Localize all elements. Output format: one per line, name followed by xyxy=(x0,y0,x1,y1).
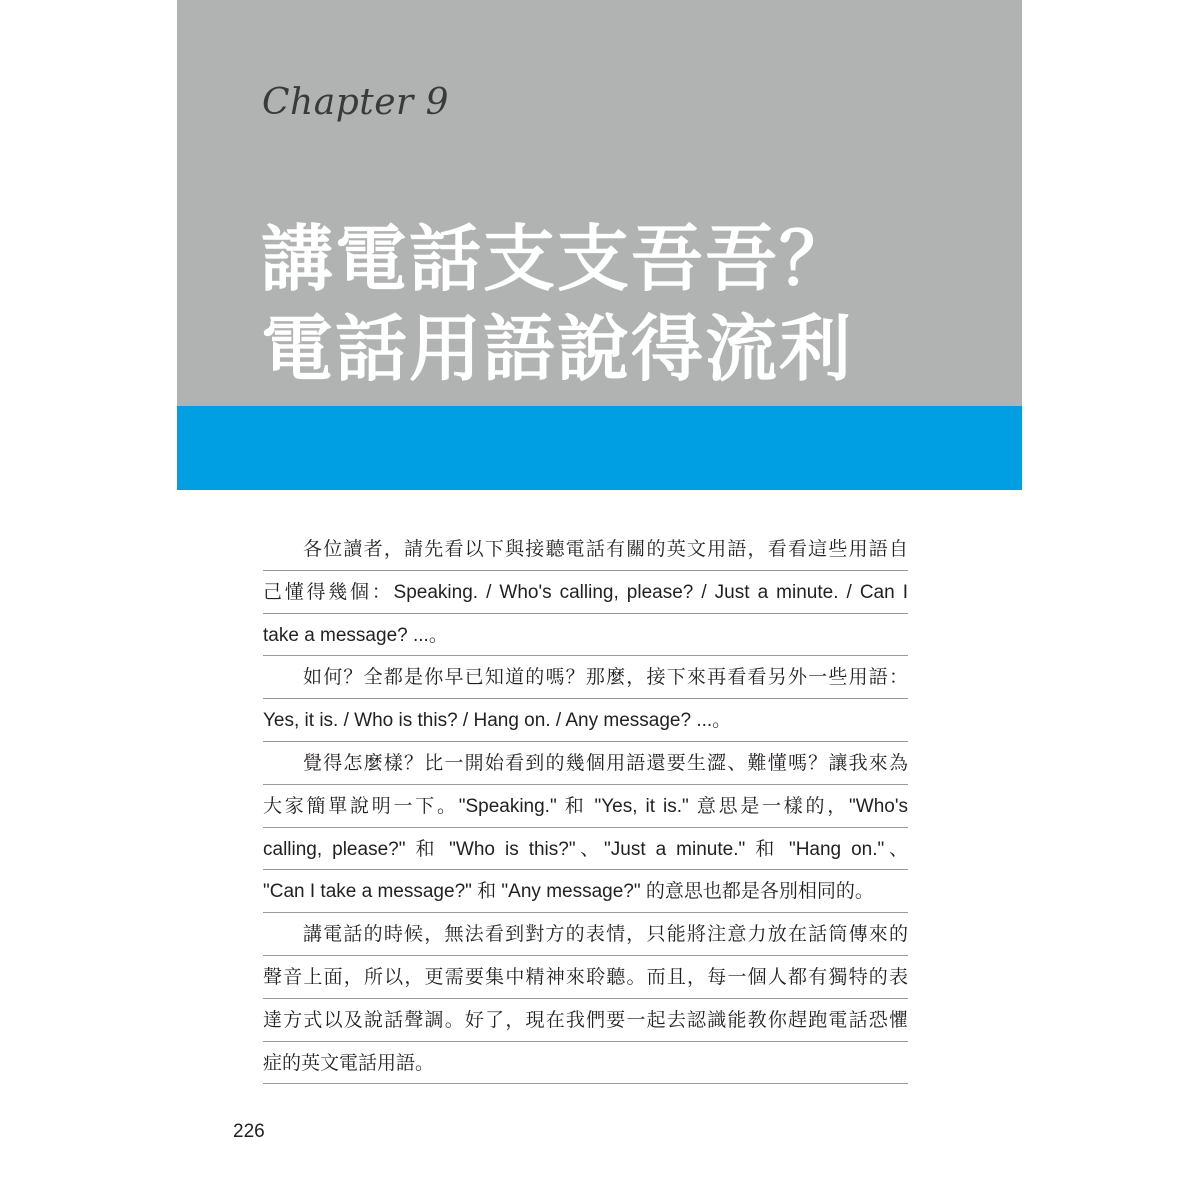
chapter-label: Chapter 9 xyxy=(262,82,450,123)
accent-band xyxy=(177,406,1022,490)
page-number: 226 xyxy=(233,1121,265,1142)
chapter-header-band xyxy=(177,0,1022,406)
text-line: 覺得怎麼樣？比一開始看到的幾個用語還要生澀、難懂嗎？讓我來為 xyxy=(263,742,908,785)
text-line: 大家簡單說明一下。"Speaking." 和 "Yes, it is." 意思是一樣的，"Who's xyxy=(263,785,908,828)
text-line: 己懂得幾個：Speaking. / Who's calling, please? / Just a minute. / Can I xyxy=(263,571,908,614)
chapter-title-line: 講電話支支吾吾？ xyxy=(261,216,854,301)
text-line: take a message? ...。 xyxy=(263,614,908,657)
text-line: 症的英文電話用語。 xyxy=(263,1042,908,1085)
text-line: "Can I take a message?" 和 "Any message?" 的意思也都是各別相同的。 xyxy=(263,870,908,913)
chapter-title xyxy=(261,214,853,394)
text-line: 聲音上面，所以，更需要集中精神來聆聽。而且，每一個人都有獨特的表 xyxy=(263,956,908,999)
chapter-title-line: 電話用語說得流利 xyxy=(261,306,854,391)
text-line: Yes, it is. / Who is this? / Hang on. / Any message? ...。 xyxy=(263,699,908,742)
body-text xyxy=(263,528,908,1084)
text-line: 各位讀者，請先看以下與接聽電話有關的英文用語，看看這些用語自 xyxy=(263,528,908,571)
text-line: calling, please?" 和 "Who is this?"、"Just a minute." 和 "Hang on."、 xyxy=(263,828,908,871)
text-line: 達方式以及說話聲調。好了，現在我們要一起去認識能教你趕跑電話恐懼 xyxy=(263,999,908,1042)
text-line: 講電話的時候，無法看到對方的表情，只能將注意力放在話筒傳來的 xyxy=(263,913,908,956)
text-line: 如何？全都是你早已知道的嗎？那麼，接下來再看看另外一些用語： xyxy=(263,656,908,699)
